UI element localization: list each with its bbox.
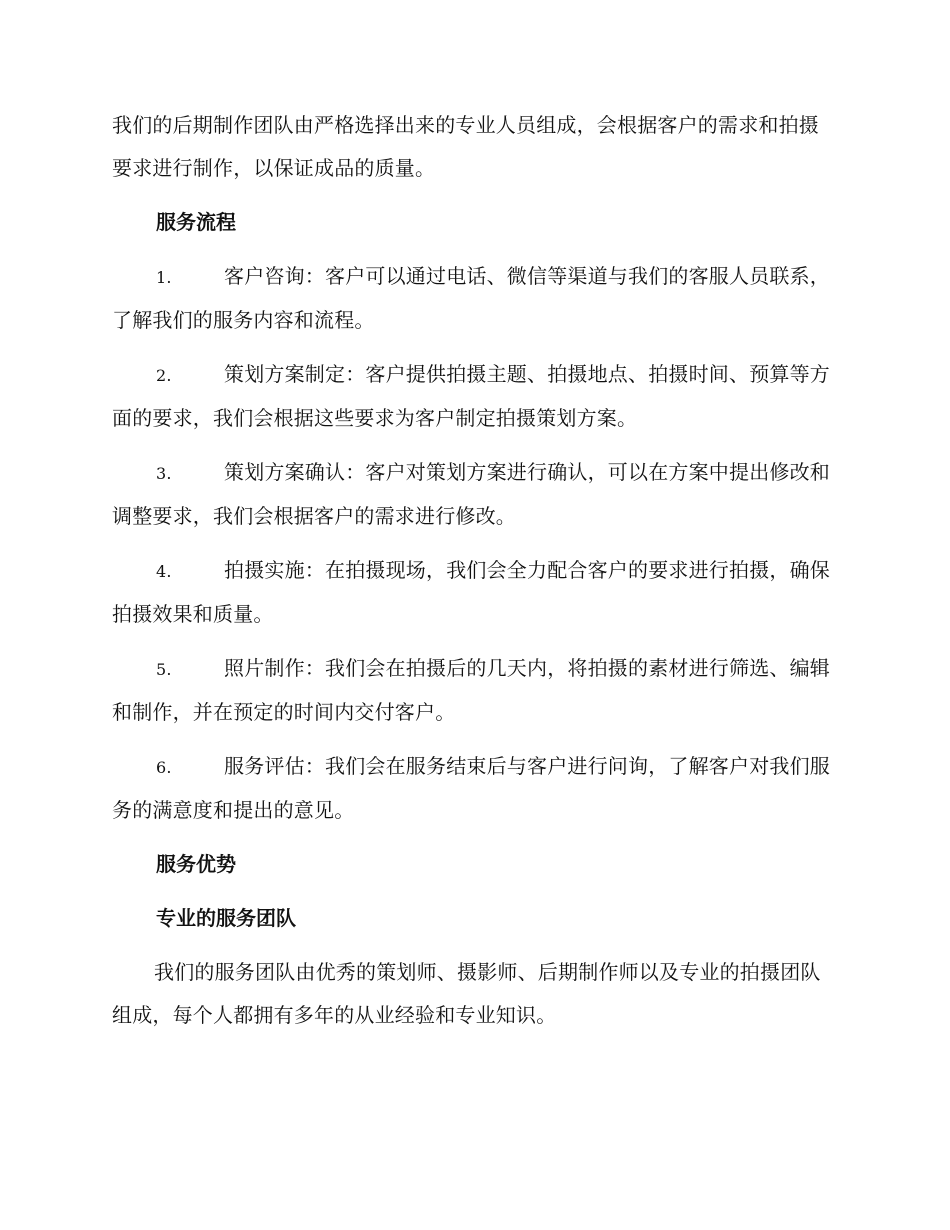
section-heading-advantages: 服务优势 [156, 852, 236, 876]
list-item-text: 照片制作：我们会在拍摄后的几天内，将拍摄的素材进行筛选、编辑和制作，并在预定的时间内交付客户。 [112, 656, 830, 724]
list-item [112, 353, 836, 440]
list-item [112, 745, 836, 832]
subsection-heading-team: 专业的服务团队 [156, 906, 296, 930]
list-number: 1. [156, 268, 172, 287]
list-item-text: 策划方案确认：客户对策划方案进行确认，可以在方案中提出修改和调整要求，我们会根据客户的需求进行修改。 [112, 460, 830, 528]
list-item-text: 客户咨询：客户可以通过电话、微信等渠道与我们的客服人员联系，了解我们的服务内容和流程。 [112, 264, 830, 332]
list-item [112, 255, 836, 342]
document-body [112, 104, 836, 1048]
list-item [112, 549, 836, 636]
list-number: 3. [156, 464, 172, 483]
team-paragraph: 我们的服务团队由优秀的策划师、摄影师、后期制作师以及专业的拍摄团队组成，每个人都拥有多年的从业经验和专业知识。 [112, 960, 821, 1027]
list-item-text: 策划方案制定：客户提供拍摄主题、拍摄地点、拍摄时间、预算等方面的要求，我们会根据这些要求为客户制定拍摄策划方案。 [112, 362, 830, 430]
list-number: 2. [156, 366, 172, 385]
list-number: 6. [156, 758, 172, 777]
list-number: 4. [156, 562, 172, 581]
list-item-text: 服务评估：我们会在服务结束后与客户进行问询，了解客户对我们服务的满意度和提出的意见。 [112, 754, 830, 822]
intro-paragraph: 我们的后期制作团队由严格选择出来的专业人员组成，会根据客户的需求和拍摄要求进行制作，以保证成品的质量。 [112, 113, 819, 180]
list-number: 5. [156, 660, 172, 679]
list-item [112, 647, 836, 734]
list-item-text: 拍摄实施：在拍摄现场，我们会全力配合客户的要求进行拍摄，确保拍摄效果和质量。 [112, 558, 830, 626]
list-item [112, 451, 836, 538]
section-heading-process: 服务流程 [156, 210, 236, 234]
